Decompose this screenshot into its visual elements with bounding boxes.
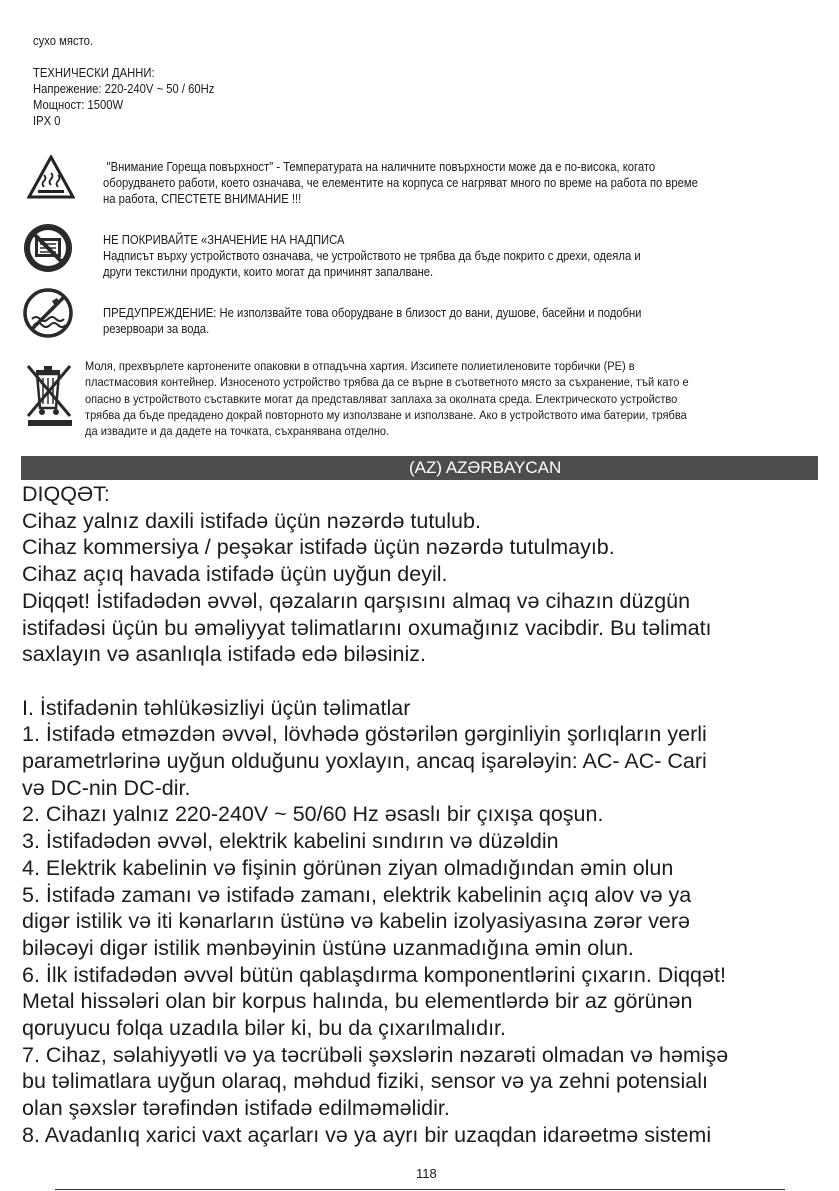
text-line: пластмасовия контейнер. Износеното устройство трябва да се върне в съответното място за съхранение, тъй като е bbox=[85, 375, 689, 390]
power-spec: Мощност: 1500W bbox=[33, 98, 124, 112]
language-label: (AZ) AZƏRBAYCAN bbox=[409, 458, 562, 477]
text-line: други текстилни продукти, които могат да причинят запалване. bbox=[103, 265, 434, 279]
text-line: qoruyucu folqa uzadıla bilər ki, bu da çıxarılmalıdır. bbox=[22, 1016, 507, 1041]
text-line: Надписът върху устройството означава, че устройството не трябва да бъде покрито с дрехи, одеяла и bbox=[103, 249, 641, 263]
weee-bin-icon bbox=[22, 360, 78, 431]
footer-divider bbox=[55, 1189, 785, 1190]
text-line: 4. Elektrik kabelinin və fişinin görünən ziyan olmadığından əmin olun bbox=[22, 855, 674, 880]
text-line: Моля, прехвърлете картонените опаковки в отпадъчна хартия. Изсипете полиетиленовите торбички (PE) в bbox=[85, 359, 635, 373]
text-line: biləcəyi digər istilik mənbəyinin üstünə uzanmadığına əmin olun. bbox=[22, 935, 634, 960]
text-line: да извадите и да дадете на точката, съхранявана отделно. bbox=[85, 424, 390, 439]
do-not-cover-icon bbox=[22, 222, 74, 279]
text-line: 6. İlk istifadədən əvvəl bütün qablaşdırma komponentlərini çıxarın. Diqqət! bbox=[22, 962, 726, 987]
text-line: 7. Cihaz, səlahiyyətli və ya təcrübəli şəxslərin nəzarəti olmadan və həmişə bbox=[22, 1042, 729, 1067]
text-line: "Внимание Гореща повърхност" - Температурата на наличните повърхности може да е по-висока, когато bbox=[106, 160, 656, 174]
text-line: bu təlimatlara uyğun olaraq, məhdud fiziki, sensor və ya zehni potensialı bbox=[22, 1069, 708, 1094]
text-line: Cihaz açıq havada istifadə üçün uyğun deyil. bbox=[22, 562, 448, 587]
tech-data-title: ТЕХНИЧЕСКИ ДАННИ: bbox=[33, 66, 155, 80]
ipx-spec: IPX 0 bbox=[33, 114, 61, 128]
text-line: digər istilik və iti kənarların üstünə və kabelin izolyasiyasına zərər verə bbox=[22, 909, 691, 934]
technical-data-block bbox=[33, 33, 214, 129]
text-line: 1. İstifadə etməzdən əvvəl, lövhədə göstərilən gərginliyin şorlıqların yerli bbox=[22, 722, 707, 747]
text-line: Cihaz yalnız daxili istifadə üçün nəzərdə tutulub. bbox=[22, 508, 481, 533]
section-heading: I. İstifadənin təhlükəsizliyi üçün təlimatlar bbox=[22, 695, 411, 720]
language-section-banner bbox=[21, 456, 818, 480]
text-line: Diqqət! İstifadədən əvvəl, qəzaların qarşısını almaq və cihazın düzgün bbox=[22, 588, 691, 613]
do-not-cover-warning bbox=[103, 232, 641, 280]
text-line: 5. İstifadə zamanı və istifadə zamanı, elektrik kabelinin açıq alov və ya bbox=[22, 882, 692, 907]
text-line: оборудването работи, което означава, че елементите на корпуса се нагряват много по време на работа по време bbox=[103, 176, 698, 190]
hot-surface-warning bbox=[103, 159, 698, 207]
text-line: 8. Avadanlıq xarici vaxt açarları və ya ayrı bir uzaqdan idarəetmə sistemi bbox=[22, 1122, 712, 1147]
hot-surface-icon bbox=[27, 155, 75, 204]
text-line: və DC-nin DC-dir. bbox=[22, 775, 191, 800]
text-line: 2. Cihazı yalnız 220-240V ~ 50/60 Hz əsaslı bir çıxışa qoşun. bbox=[22, 802, 604, 827]
main-instructions bbox=[22, 481, 728, 1149]
text-line: Cihaz kommersiya / peşəkar istifadə üçün nəzərdə tutulmayıb. bbox=[22, 535, 615, 560]
text-line: НЕ ПОКРИВАЙТЕ «ЗНАЧЕНИЕ НА НАДПИСА bbox=[103, 233, 345, 247]
text-line: istifadəsi üçün bu əməliyyat təlimatlarını oxumağınız vacibdir. Bu təlimatı bbox=[22, 615, 712, 640]
text-line: сухо място. bbox=[33, 34, 94, 48]
text-line: опасно в устройството съставките могат да представляват заплаха за околната среда. Електрическото устройство bbox=[85, 391, 678, 406]
text-line: ПРЕДУПРЕЖДЕНИЕ: Не използвайте това оборудване в близост до вани, душове, басейни и подобни bbox=[103, 306, 642, 320]
voltage-spec: Напрежение: 220-240V ~ 50 / 60Hz bbox=[33, 82, 215, 96]
water-warning bbox=[103, 305, 641, 337]
attention-heading: DIQQƏT: bbox=[22, 482, 110, 506]
page-number: 118 bbox=[416, 1166, 437, 1181]
text-line: parametrlərinə uyğun olduğunu yoxlayın, ancaq işarələyin: AC- AC- Cari bbox=[22, 749, 707, 774]
text-line: olan şəxslər tərəfindən istifadə edilməməlidir. bbox=[22, 1096, 450, 1121]
text-line: Metal hissələri olan bir korpus halında, bu elementlərdə bir az görünən bbox=[22, 989, 693, 1014]
text-line: трябва да бъде предадено докрай повторното му използване и използване. Ако в устройството има батерии, трябва bbox=[85, 407, 687, 422]
text-line: saxlayın və asanlıqla istifadə edə biləsiniz. bbox=[22, 642, 426, 667]
no-water-icon bbox=[22, 287, 74, 344]
recycling-info bbox=[85, 358, 689, 439]
text-line: резервоари за вода. bbox=[103, 322, 210, 336]
text-line: 3. İstifadədən əvvəl, elektrik kabelini sındırın və düzəldin bbox=[22, 829, 559, 854]
text-line: на работа, СПЕСТЕТЕ ВНИМАНИЕ !!! bbox=[103, 192, 302, 206]
